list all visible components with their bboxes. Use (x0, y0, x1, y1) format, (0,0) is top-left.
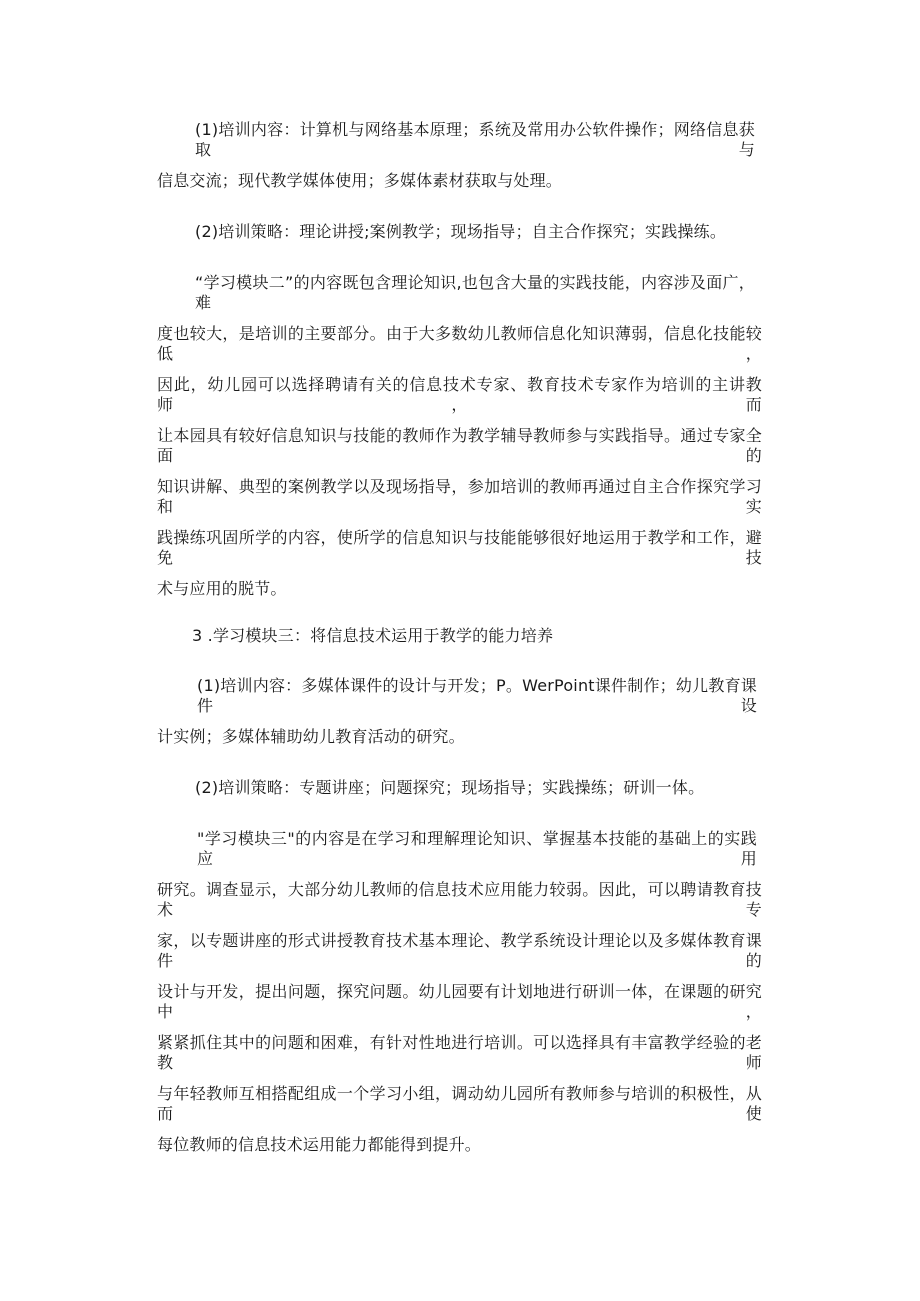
text-line: (1)培训内容：多媒体课件的设计与开发；P。WerPoint课件制作；幼儿教育课件设 (197, 676, 757, 715)
text-line: 与年轻教师互相搭配组成一个学习小组，调动幼儿园所有教师参与培训的积极性，从而使 (157, 1084, 762, 1123)
text-line: 践操练巩固所学的内容，使所学的信息知识与技能能够很好地运用于教学和工作，避免技 (157, 528, 762, 567)
text-line: 度也较大，是培训的主要部分。由于大多数幼儿教师信息化知识薄弱，信息化技能较低， (157, 324, 762, 363)
text-line: 让本园具有较好信息知识与技能的教师作为教学辅导教师参与实践指导。通过专家全面的 (157, 426, 762, 465)
text-line: 每位教师的信息技术运用能力都能得到提升。 (157, 1135, 482, 1154)
text-line: 术与应用的脱节。 (157, 579, 287, 598)
text-line: (1)培训内容：计算机与网络基本原理；系统及常用办公软件操作；网络信息获取与 (195, 120, 755, 159)
text-line: 家，以专题讲座的形式讲授教育技术基本理论、教学系统设计理论以及多媒体教育课件的 (157, 931, 762, 970)
text-line: 知识讲解、典型的案例教学以及现场指导，参加培训的教师再通过自主合作探究学习和实 (157, 477, 762, 516)
text-line: (2)培训策略：理论讲授;案例教学；现场指导；自主合作探究；实践操练。 (195, 222, 727, 241)
text-line: 研究。调查显示，大部分幼儿教师的信息技术应用能力较弱。因此，可以聘请教育技术专 (157, 880, 762, 919)
text-line: (2)培训策略：专题讲座；问题探究；现场指导；实践操练；研训一体。 (195, 778, 705, 797)
section-heading: 3 .学习模块三：将信息技术运用于教学的能力培养 (192, 626, 554, 645)
text-line: 计实例；多媒体辅助幼儿教育活动的研究。 (157, 727, 465, 746)
text-line: 紧紧抓住其中的问题和困难，有针对性地进行培训。可以选择具有丰富教学经验的老教师 (157, 1033, 762, 1072)
text-line: 设计与开发，提出问题，探究问题。幼儿园要有计划地进行研训一体，在课题的研究中， (157, 982, 762, 1021)
text-line: 因此，幼儿园可以选择聘请有关的信息技术专家、教育技术专家作为培训的主讲教师，而 (157, 375, 762, 414)
text-line: "学习模块三"的内容是在学习和理解理论知识、掌握基本技能的基础上的实践应用 (197, 829, 757, 868)
text-line: 信息交流；现代教学媒体使用；多媒体素材获取与处理。 (157, 171, 563, 190)
text-line: “学习模块二”的内容既包含理论知识,也包含大量的实践技能，内容涉及面广，难 (195, 273, 755, 312)
